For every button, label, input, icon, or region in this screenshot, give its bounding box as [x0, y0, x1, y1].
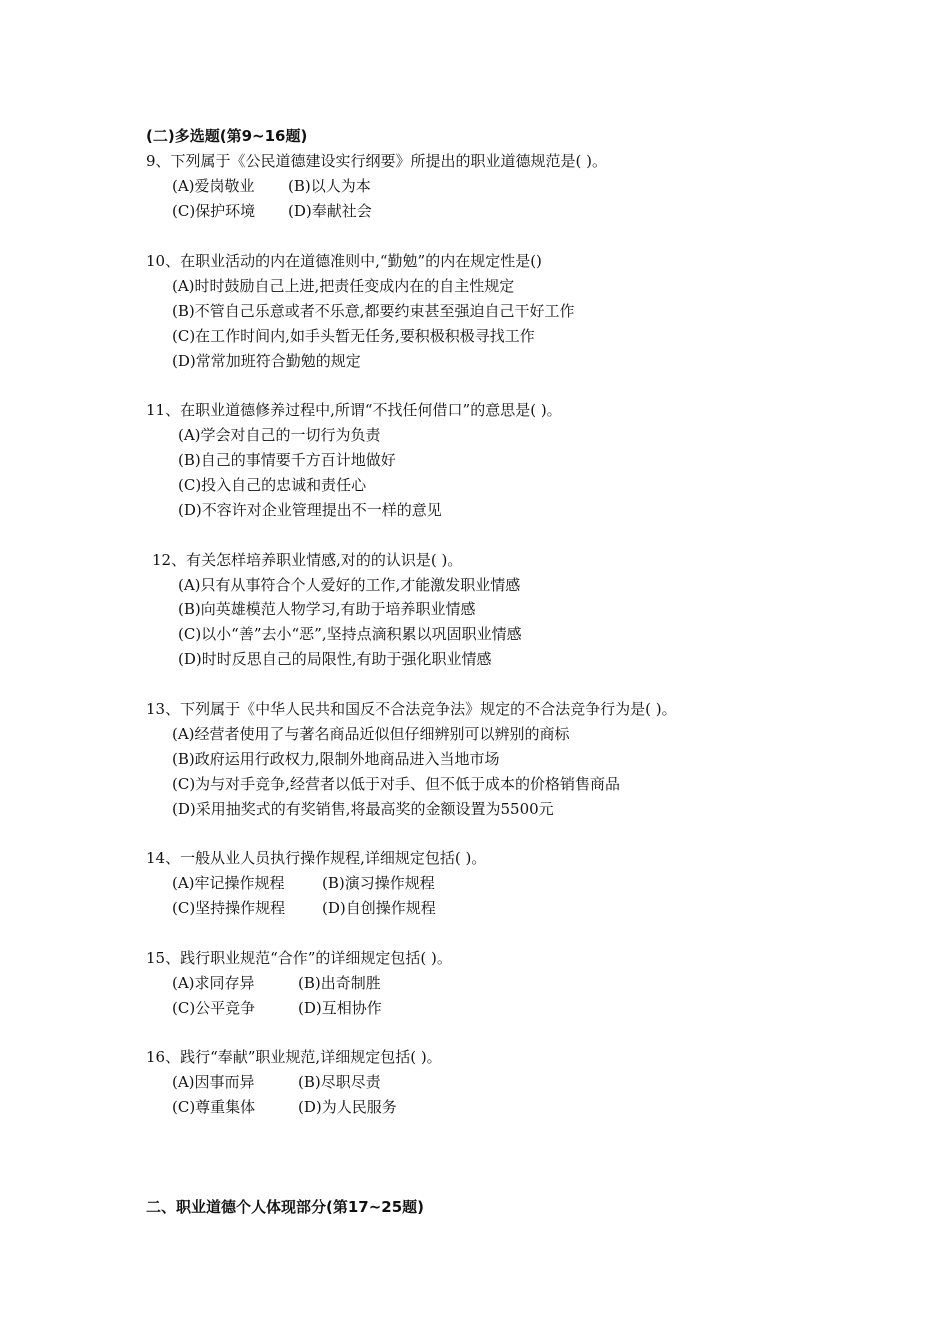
question-13-stem: 13、下列属于《中华人民共和国反不合法竞争法》规定的不合法竞争行为是( )。: [146, 700, 677, 718]
question-14-option-d: (D)自创操作规程: [322, 899, 436, 917]
question-12-option-d: (D)时时反思自己的局限性,有助于强化职业情感: [178, 650, 492, 668]
question-10-option-d: (D)常常加班符合勤勉的规定: [172, 352, 361, 370]
question-12-option-b: (B)向英雄模范人物学习,有助于培养职业情感: [178, 600, 476, 618]
question-9-option-d: (D)奉献社会: [288, 202, 372, 220]
question-9-option-c: (C)保护环境: [172, 202, 256, 220]
question-11-stem: 11、在职业道德修养过程中,所谓“不找任何借口”的意思是( )。: [146, 401, 562, 419]
question-9-option-b: (B)以人为本: [288, 177, 371, 195]
question-14-option-b: (B)演习操作规程: [322, 874, 435, 892]
question-16-option-d: (D)为人民服务: [298, 1098, 397, 1116]
question-10-option-a: (A)时时鼓励自己上进,把责任变成内在的自主性规定: [172, 277, 515, 295]
question-12-option-c: (C)以小“善”去小“恶”,坚持点滴积累以巩固职业情感: [178, 625, 522, 643]
question-15-option-c: (C)公平竞争: [172, 999, 256, 1017]
question-11-option-a: (A)学会对自己的一切行为负责: [178, 426, 381, 444]
question-14-option-c: (C)坚持操作规程: [172, 899, 286, 917]
question-15-option-b: (B)出奇制胜: [298, 974, 381, 992]
question-13-option-a: (A)经营者使用了与著名商品近似但仔细辨别可以辨别的商标: [172, 725, 570, 743]
question-13-option-c: (C)为与对手竞争,经营者以低于对手、但不低于成本的价格销售商品: [172, 775, 620, 793]
question-15-option-d: (D)互相协作: [298, 999, 382, 1017]
question-15-option-a: (A)求同存异: [172, 974, 255, 992]
question-16-stem: 16、践行“奉献”职业规范,详细规定包括( )。: [146, 1048, 442, 1066]
question-10-option-c: (C)在工作时间内,如手头暂无任务,要积极积极寻找工作: [172, 327, 535, 345]
question-9-stem: 9、下列属于《公民道德建设实行纲要》所提出的职业道德规范是( )。: [146, 152, 608, 170]
question-13-option-d: (D)采用抽奖式的有奖销售,将最高奖的金额设置为5500元: [172, 800, 554, 818]
question-10-option-b: (B)不管自己乐意或者不乐意,都要约束甚至强迫自己干好工作: [172, 302, 575, 320]
section-heading-personal: 二、职业道德个人体现部分(第17~25题): [146, 1198, 425, 1216]
question-16-option-c: (C)尊重集体: [172, 1098, 256, 1116]
question-16-option-a: (A)因事而异: [172, 1073, 255, 1091]
question-12-stem: 12、有关怎样培养职业情感,对的的认识是( )。: [152, 551, 463, 569]
question-13-option-b: (B)政府运用行政权力,限制外地商品进入当地市场: [172, 750, 500, 768]
question-9-option-a: (A)爱岗敬业: [172, 177, 255, 195]
question-16-option-b: (B)尽职尽责: [298, 1073, 381, 1091]
section-heading-multi-choice: (二)多选题(第9~16题): [146, 127, 308, 145]
question-10-stem: 10、在职业活动的内在道德准则中,“勤勉”的内在规定性是(): [146, 252, 542, 270]
question-14-option-a: (A)牢记操作规程: [172, 874, 285, 892]
question-11-option-c: (C)投入自己的忠诚和责任心: [178, 476, 367, 494]
question-11-option-b: (B)自己的事情要千方百计地做好: [178, 451, 396, 469]
question-11-option-d: (D)不容许对企业管理提出不一样的意见: [178, 501, 442, 519]
question-15-stem: 15、践行职业规范“合作”的详细规定包括( )。: [146, 949, 452, 967]
question-12-option-a: (A)只有从事符合个人爱好的工作,才能激发职业情感: [178, 576, 521, 594]
question-14-stem: 14、一般从业人员执行操作规程,详细规定包括( )。: [146, 849, 487, 867]
